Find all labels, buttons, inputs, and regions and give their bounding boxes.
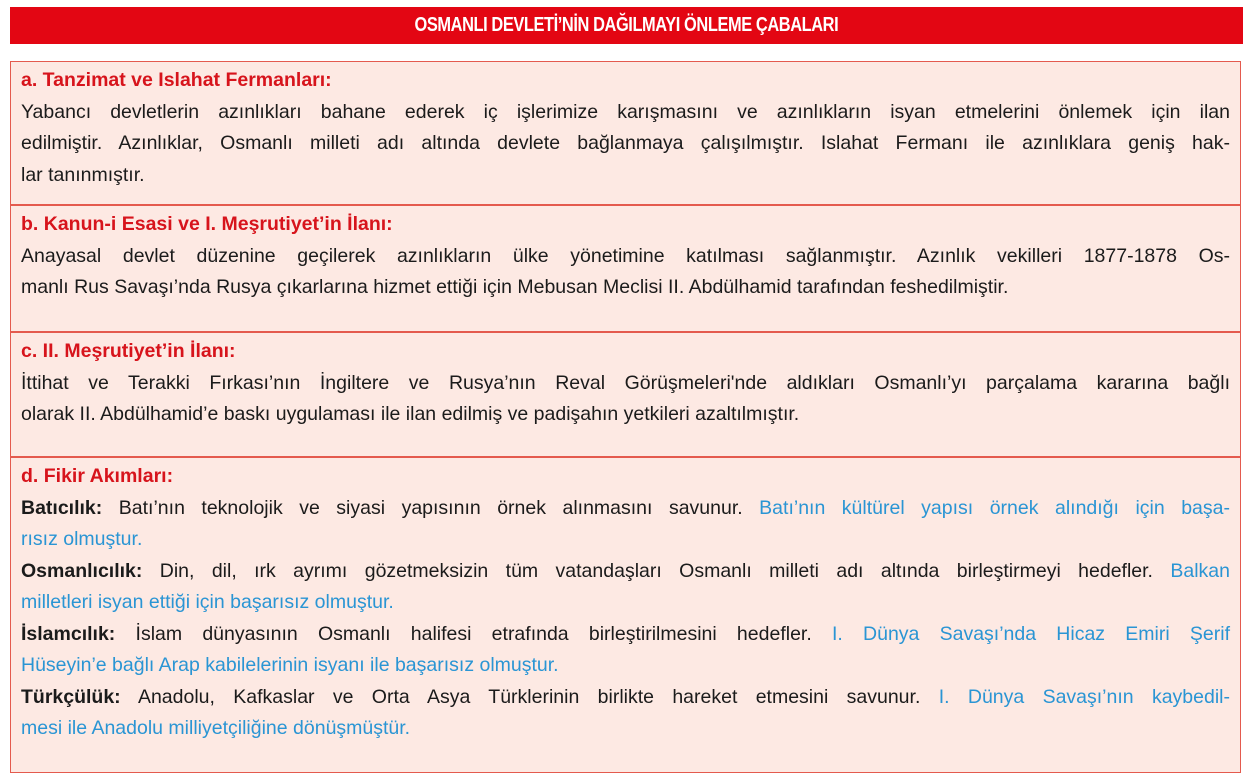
section-kanun-i-esasi: [10, 205, 1241, 332]
current-description: Din, dil, ırk ayrımı gözetmeksizin tüm vatandaşları Osmanlı milleti adı altında birleştirmeyi hedefler.: [142, 559, 1171, 582]
current-outcome: Balkan: [1170, 559, 1230, 582]
paragraph-line: olarak II. Abdülhamid’e baskı uygulaması ile ilan edilmiş ve padişahın yetkileri azaltılmıştır.: [21, 403, 800, 425]
current-term: İslamcılık:: [21, 622, 116, 645]
section-ii-mesrutiyet: [10, 332, 1241, 457]
current-outcome: rısız olmuştur.: [21, 528, 143, 550]
section-tanzimat: [10, 61, 1241, 205]
paragraph-line: İttihat ve Terakki Fırkası’nın İngiltere ve Rusya’nın Reval Görüşmeleri'nde aldıkları Osmanlı’yı parçalama kararına bağlı: [21, 371, 1230, 394]
current-term: Batıcılık:: [21, 496, 103, 519]
paragraph-line: Anayasal devlet düzenine geçilerek azınlıkların ülke yönetimine katılması sağlanmıştır. Azınlık vekilleri 1877-1878 Os-: [21, 244, 1230, 267]
current-line: [21, 493, 1230, 525]
current-outcome: Hüseyin’e bağlı Arap kabilelerinin isyanı ile başarısız olmuştur.: [21, 654, 559, 676]
current-line: [21, 619, 1230, 651]
current-outcome: Batı’nın kültürel yapısı örnek alındığı için başa-: [759, 496, 1230, 519]
section-heading: a. Tanzimat ve Islahat Fermanları:: [21, 69, 332, 91]
current-outcome: milletleri isyan ettiği için başarısız olmuştur.: [21, 591, 394, 613]
current-description: İslam dünyasının Osmanlı halifesi etrafında birleştirilmesini hedefler.: [115, 622, 832, 645]
current-outcome: I. Dünya Savaşı’nın kaybedil-: [938, 685, 1230, 708]
current-description: Anadolu, Kafkaslar ve Orta Asya Türklerinin birlikte hareket etmesini savunur.: [120, 685, 939, 708]
paragraph-line: manlı Rus Savaşı’nda Rusya çıkarlarına hizmet ettiği için Mebusan Meclisi II. Abdülhamid tarafından feshedilmiştir.: [21, 276, 1009, 298]
current-line: [21, 556, 1230, 588]
section-heading: d. Fikir Akımları:: [21, 465, 174, 487]
page-title: OSMANLI DEVLETİ’NİN DAĞILMAYI ÖNLEME ÇABALARI: [414, 14, 839, 36]
section-fikir-akimlari: [10, 457, 1241, 773]
section-heading: b. Kanun-i Esasi ve I. Meşrutiyet’in İlanı:: [21, 213, 393, 235]
paragraph-line: lar tanınmıştır.: [21, 163, 145, 186]
section-heading: c. II. Meşrutiyet’in İlanı:: [21, 340, 236, 362]
current-description: Batı’nın teknolojik ve siyasi yapısının örnek alınmasını savunur.: [102, 496, 760, 519]
paragraph-line: Yabancı devletlerin azınlıkları bahane ederek iç işlerimize karışmasını ve azınlıkların isyan etmelerini önlemek için ilan: [21, 100, 1230, 123]
current-line: [21, 682, 1230, 714]
title-banner: [10, 7, 1243, 44]
current-term: Türkçülük:: [21, 685, 121, 708]
paragraph-line: edilmiştir. Azınlıklar, Osmanlı milleti adı altında devlete bağlanmaya çalışılmıştır. Islahat Fermanı ile azınlıklara geniş hak-: [21, 132, 1230, 154]
current-outcome: I. Dünya Savaşı’nda Hicaz Emiri Şerif: [831, 622, 1230, 645]
current-outcome: mesi ile Anadolu milliyetçiliğine dönüşmüştür.: [21, 717, 411, 739]
current-term: Osmanlıcılık:: [21, 559, 143, 582]
